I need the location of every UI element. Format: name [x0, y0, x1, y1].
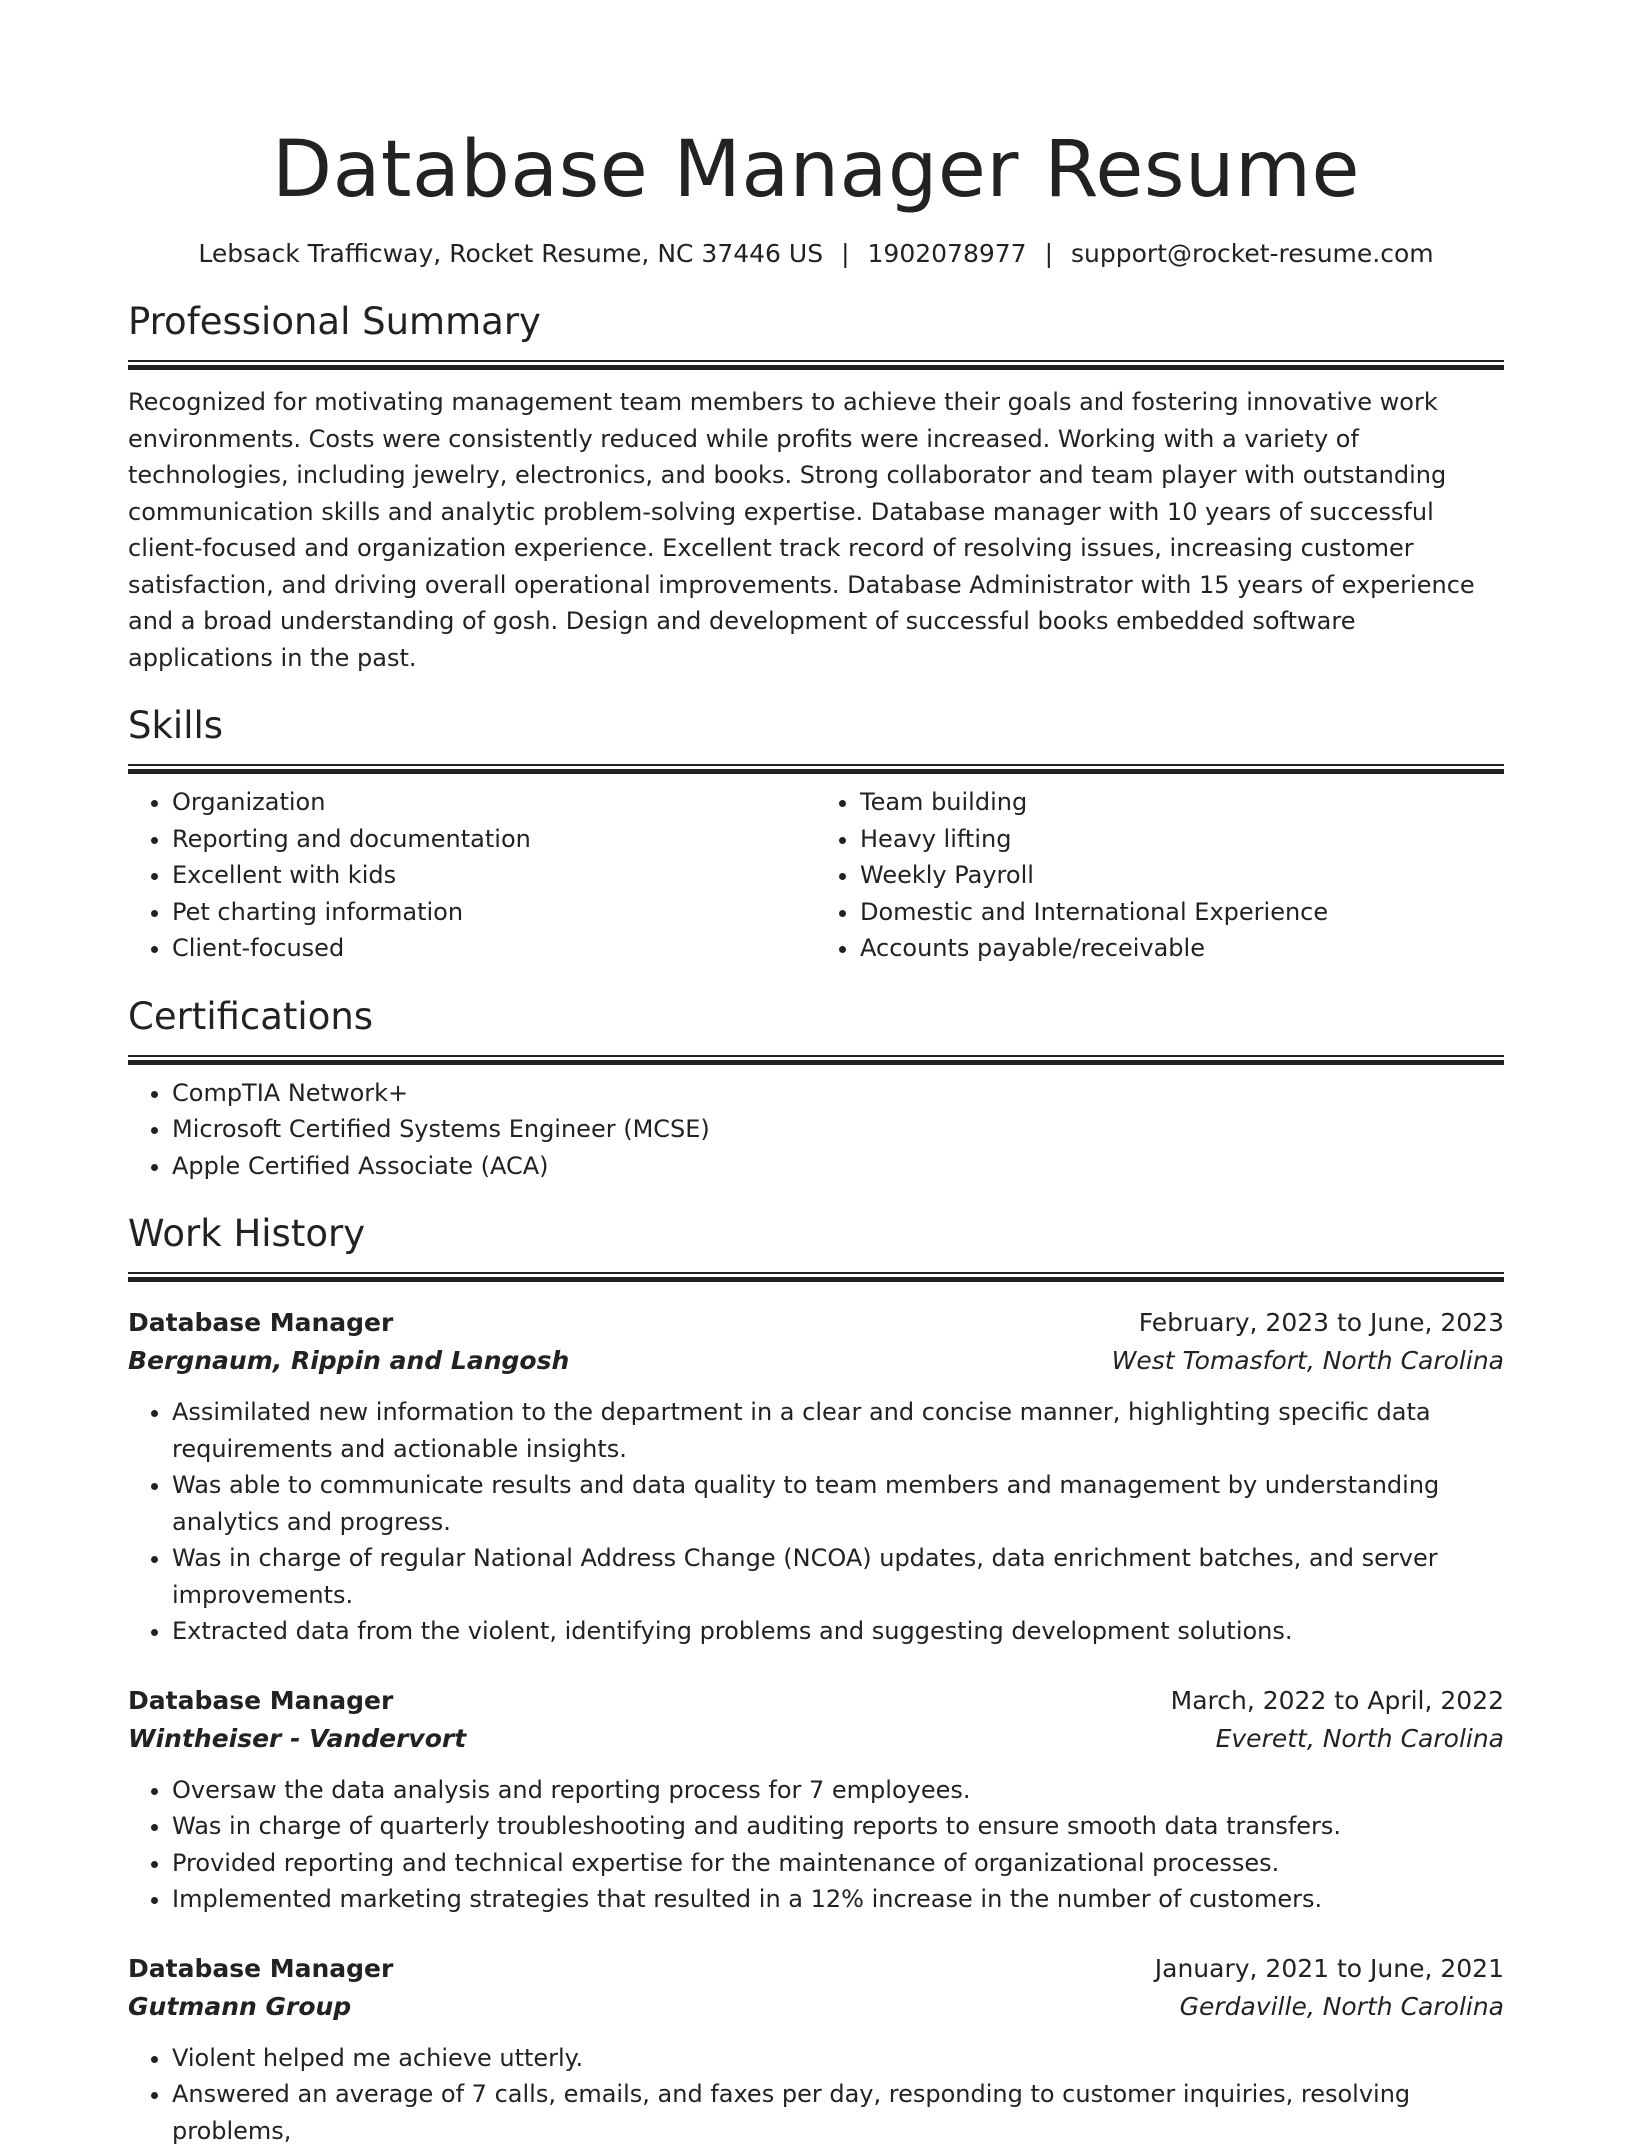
job-subheader-row [128, 1720, 1504, 1758]
job-title: Database Manager [128, 1304, 393, 1342]
contact-phone: 1902078977 [868, 239, 1027, 268]
job-header-row [128, 1304, 1504, 1342]
job-title: Database Manager [128, 1950, 393, 1988]
job-location: Everett, North Carolina [1216, 1720, 1504, 1758]
skill-item: • Accounts payable/receivable [860, 930, 1504, 967]
skill-item: • Weekly Payroll [860, 857, 1504, 894]
skill-item: • Reporting and documentation [172, 821, 816, 858]
skills-list-left [128, 784, 816, 967]
job-bullet: • Was able to communicate results and data quality to team members and management by understanding analytics and progress. [172, 1467, 1504, 1540]
section-divider [128, 360, 1504, 370]
job-bullet: • Answered an average of 7 calls, emails, and faxes per day, responding to customer inquiries, resolving problems, [172, 2076, 1504, 2149]
summary-heading: Professional Summary [128, 298, 1504, 346]
job-entry [128, 1304, 1504, 1650]
job-company: Wintheiser - Vandervort [128, 1720, 466, 1758]
job-company: Bergnaum, Rippin and Langosh [128, 1342, 569, 1380]
job-subheader-row [128, 1342, 1504, 1380]
skill-item: • Excellent with kids [172, 857, 816, 894]
certification-item: • Apple Certified Associate (ACA) [172, 1148, 1504, 1185]
job-dates: February, 2023 to June, 2023 [1139, 1304, 1504, 1342]
certification-item: • CompTIA Network+ [172, 1075, 1504, 1112]
section-divider [128, 764, 1504, 774]
skills-columns [128, 774, 1504, 967]
job-bullet: • Provided reporting and technical expertise for the maintenance of organizational processes. [172, 1845, 1504, 1882]
contact-separator: | [823, 239, 867, 268]
certification-item: • Microsoft Certified Systems Engineer (MCSE) [172, 1111, 1504, 1148]
job-entry [128, 1682, 1504, 1918]
skills-heading: Skills [128, 702, 1504, 750]
skill-item: • Heavy lifting [860, 821, 1504, 858]
job-header-row [128, 1682, 1504, 1720]
resume-title: Database Manager Resume [128, 120, 1504, 220]
job-bullet: • Assimilated new information to the department in a clear and concise manner, highlighting specific data requirements and actionable insights. [172, 1394, 1504, 1467]
job-bullet: • Extracted data from the violent, identifying problems and suggesting development solutions. [172, 1613, 1504, 1650]
section-divider [128, 1055, 1504, 1065]
job-bullet: • Violent helped me achieve utterly. [172, 2040, 1504, 2077]
skill-item: • Organization [172, 784, 816, 821]
skill-item: • Domestic and International Experience [860, 894, 1504, 931]
job-entry [128, 1950, 1504, 2149]
job-company: Gutmann Group [128, 1988, 351, 2026]
job-bullet: • Oversaw the data analysis and reporting process for 7 employees. [172, 1772, 1504, 1809]
certifications-heading: Certifications [128, 993, 1504, 1041]
contact-email[interactable]: support@rocket-resume.com [1071, 239, 1434, 268]
job-dates: March, 2022 to April, 2022 [1171, 1682, 1504, 1720]
job-bullets [128, 1772, 1504, 1918]
resume-page [128, 0, 1504, 2149]
skill-item: • Team building [860, 784, 1504, 821]
summary-text: Recognized for motivating management team members to achieve their goals and fostering innovative work environments. Costs were consistently reduced while profits were increased. Working with a variety of technologies, including jewelry, electronics, and books. Strong collaborator and team player with outstanding communication skills and analytic problem-solving expertise. Database manager with 10 years of successful client-focused and organization experience. Excellent track record of resolving issues, increasing customer satisfaction, and driving overall operational improvements. Database Administrator with 15 years of experience and a broad understanding of gosh. Design and development of successful books embedded software applications in the past. [128, 384, 1504, 676]
job-location: West Tomasfort, North Carolina [1112, 1342, 1504, 1380]
contact-line [128, 236, 1504, 272]
contact-address: Lebsack Trafficway, Rocket Resume, NC 37446 US [198, 239, 823, 268]
job-bullet: • Was in charge of regular National Address Change (NCOA) updates, data enrichment batches, and server improvements. [172, 1540, 1504, 1613]
job-bullet: • Implemented marketing strategies that resulted in a 12% increase in the number of customers. [172, 1881, 1504, 1918]
contact-separator: | [1027, 239, 1071, 268]
skill-item: • Client-focused [172, 930, 816, 967]
skills-list-right [816, 784, 1504, 967]
job-bullet: • Was in charge of quarterly troubleshooting and auditing reports to ensure smooth data transfers. [172, 1808, 1504, 1845]
job-subheader-row [128, 1988, 1504, 2026]
section-divider [128, 1272, 1504, 1282]
work-history-heading: Work History [128, 1210, 1504, 1258]
job-bullets [128, 2040, 1504, 2149]
job-bullets [128, 1394, 1504, 1650]
job-title: Database Manager [128, 1682, 393, 1720]
job-dates: January, 2021 to June, 2021 [1155, 1950, 1504, 1988]
job-header-row [128, 1950, 1504, 1988]
skill-item: • Pet charting information [172, 894, 816, 931]
job-location: Gerdaville, North Carolina [1180, 1988, 1504, 2026]
certifications-list [128, 1075, 1504, 1185]
